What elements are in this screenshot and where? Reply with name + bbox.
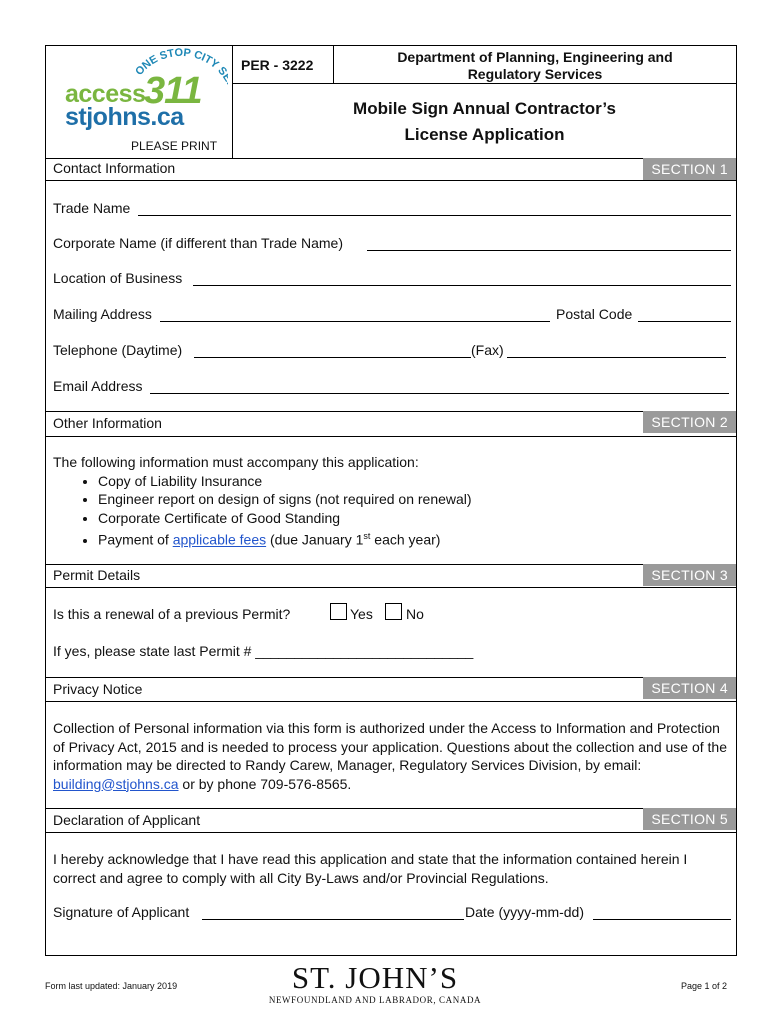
fax-label: (Fax) xyxy=(471,342,504,358)
title-line-2: License Application xyxy=(404,125,565,144)
date-label: Date (yyyy-mm-dd) xyxy=(465,904,585,920)
page-number: Page 1 of 2 xyxy=(681,981,728,991)
logo-311-text: 311 xyxy=(144,70,202,112)
fax-field[interactable] xyxy=(507,357,726,358)
email-link[interactable]: building@stjohns.ca xyxy=(53,775,179,792)
requirements-intro: The following information must accompany this application: xyxy=(53,454,419,470)
department-line-2: Regulatory Services xyxy=(467,66,603,82)
mailing-address-field[interactable] xyxy=(160,321,550,322)
section2-header-line xyxy=(45,436,737,437)
date-field[interactable] xyxy=(593,919,731,920)
section3-title: Permit Details xyxy=(53,567,141,583)
section3-header-line xyxy=(45,587,737,588)
email-label: Email Address xyxy=(53,378,143,394)
city-logo-subtitle: NEWFOUNDLAND AND LABRADOR, CANADA xyxy=(268,995,482,1005)
department-name xyxy=(333,49,737,83)
section1-header-line xyxy=(45,180,737,181)
declaration-text: I hereby acknowledge that I have read this application and state that the information contained herein I correct and agree to comply with all City By-Laws and/or Provincial Regulations. xyxy=(53,851,688,886)
section3-top-line xyxy=(45,564,737,565)
mailing-address-label: Mailing Address xyxy=(53,306,152,322)
requirement-item-payment xyxy=(98,527,733,549)
section1-title: Contact Information xyxy=(53,160,176,176)
please-print: PLEASE PRINT xyxy=(131,139,218,153)
privacy-text-post: or by phone 709-576-8565. xyxy=(178,775,352,792)
section3-badge: SECTION 3 xyxy=(643,564,736,586)
no-checkbox[interactable] xyxy=(385,603,402,620)
section1-top-line xyxy=(45,158,737,159)
payment-text-mid: (due January 1 xyxy=(266,531,364,548)
section4-title: Privacy Notice xyxy=(53,681,143,697)
logo-access-text: access xyxy=(65,80,146,108)
section5-badge: SECTION 5 xyxy=(643,808,736,830)
privacy-text-pre: Collection of Personal information via this form is authorized under the Access to Information and Protection of Privacy Act, 2015 and is needed to process your application. Questions about the collection and use of the information may be directed to Randy Carew, Manager, Regulatory Services Division, by email: xyxy=(53,720,727,773)
telephone-field[interactable] xyxy=(194,357,471,358)
signature-label: Signature of Applicant xyxy=(53,904,190,920)
section5-top-line xyxy=(45,808,737,809)
telephone-label: Telephone (Daytime) xyxy=(53,342,183,358)
payment-sup: st xyxy=(363,531,371,541)
city-logo-name: ST. JOHN’S xyxy=(291,960,459,995)
form-code: PER - 3222 xyxy=(241,57,314,73)
header-divider-3 xyxy=(232,83,737,84)
section2-badge: SECTION 2 xyxy=(643,411,736,433)
section4-header-line xyxy=(45,701,737,702)
signature-field[interactable] xyxy=(202,919,464,920)
title-line-1: Mobile Sign Annual Contractor’s xyxy=(353,99,616,118)
page-title xyxy=(232,96,737,148)
requirements-list xyxy=(53,472,733,550)
requirement-item: • Corporate Certificate of Good Standing xyxy=(98,509,733,528)
section4-top-line xyxy=(45,677,737,678)
section5-title: Declaration of Applicant xyxy=(53,812,201,828)
postal-code-label: Postal Code xyxy=(556,306,633,322)
section4-badge: SECTION 4 xyxy=(643,677,736,699)
form-updated: Form last updated: January 2019 xyxy=(45,981,178,991)
yes-label: Yes xyxy=(350,606,373,622)
logo-domain-text: stjohns.ca xyxy=(65,103,184,131)
corporate-name-field[interactable] xyxy=(367,250,731,251)
section5-header-line xyxy=(45,832,737,833)
payment-text-pre: Payment of xyxy=(98,531,173,548)
privacy-notice-text xyxy=(53,719,733,793)
requirement-item: • Engineer report on design of signs (not required on renewal) xyxy=(98,490,733,509)
corporate-name-label: Corporate Name (if different than Trade Name) xyxy=(53,235,343,251)
renewal-question: Is this a renewal of a previous Permit? xyxy=(53,606,291,622)
section2-top-line xyxy=(45,411,737,412)
last-permit-field[interactable]: If yes, please state last Permit # ____________________________ xyxy=(53,643,474,659)
section2-title: Other Information xyxy=(53,415,162,431)
trade-name-label: Trade Name xyxy=(53,200,131,216)
email-field[interactable] xyxy=(150,393,729,394)
postal-code-field[interactable] xyxy=(638,321,731,322)
trade-name-field[interactable] xyxy=(138,215,731,216)
logo-arc-text: ONE STOP CITY S xyxy=(133,48,228,79)
department-line-1: Department of Planning, Engineering and xyxy=(397,49,673,65)
requirement-item: • Copy of Liability Insurance xyxy=(98,472,733,491)
location-label: Location of Business xyxy=(53,270,183,286)
payment-text-post: each year) xyxy=(370,531,441,548)
section1-badge: SECTION 1 xyxy=(643,158,736,180)
applicable-fees-link[interactable]: applicable fees xyxy=(172,531,267,548)
yes-checkbox[interactable] xyxy=(330,603,347,620)
location-field[interactable] xyxy=(193,285,731,286)
no-label: No xyxy=(406,606,424,622)
requirements-block xyxy=(53,453,733,549)
